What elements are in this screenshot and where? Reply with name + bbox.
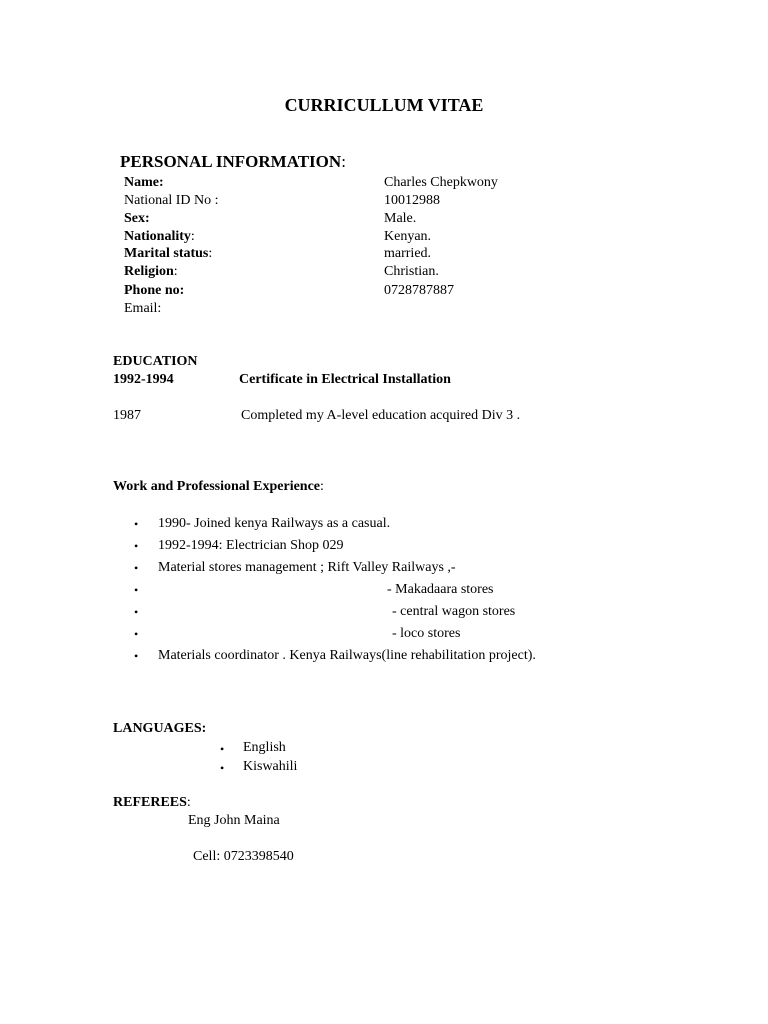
education-heading: EDUCATION bbox=[113, 354, 198, 369]
bullet-icon: • bbox=[134, 583, 139, 597]
nationality-label-text: Nationality bbox=[124, 229, 191, 244]
personal-info-heading bbox=[120, 153, 346, 172]
nationality-value: Kenyan. bbox=[384, 229, 432, 244]
name-label bbox=[124, 175, 164, 190]
referees-heading-text: REFEREES bbox=[113, 795, 187, 810]
phone-value: 0728787887 bbox=[384, 283, 454, 298]
referees-heading-suffix: : bbox=[186, 795, 191, 810]
religion-value: Christian. bbox=[384, 264, 439, 279]
bullet-icon: • bbox=[134, 539, 139, 553]
bullet-icon: • bbox=[220, 742, 225, 756]
nationality-label-suffix: : bbox=[190, 229, 195, 244]
nationality-label bbox=[124, 229, 195, 244]
bullet-icon: • bbox=[134, 627, 139, 641]
name-label-text: Name: bbox=[124, 175, 164, 190]
referees-heading bbox=[113, 795, 191, 810]
education-year-2: 1987 bbox=[113, 408, 141, 423]
language-item-english: English bbox=[243, 740, 286, 755]
languages-heading: LANGUAGES: bbox=[113, 721, 207, 736]
phone-label bbox=[124, 283, 184, 298]
religion-label bbox=[124, 264, 178, 279]
email-label: Email: bbox=[124, 301, 162, 316]
religion-label-text: Religion bbox=[124, 264, 174, 279]
phone-label-text: Phone no: bbox=[124, 283, 185, 298]
document-title: CURRICULLUM VITAE bbox=[284, 95, 484, 115]
work-heading bbox=[113, 479, 324, 494]
work-item-3: Material stores management ; Rift Valley Railways ,- bbox=[158, 560, 456, 575]
marital-status-label-text: Marital status bbox=[124, 246, 209, 261]
bullet-icon: • bbox=[134, 561, 139, 575]
referee-cell: Cell: 0723398540 bbox=[193, 849, 294, 864]
work-item-6: - loco stores bbox=[392, 626, 461, 641]
work-item-5: - central wagon stores bbox=[392, 604, 516, 619]
education-detail-1: Certificate in Electrical Installation bbox=[239, 372, 451, 387]
religion-label-suffix: : bbox=[173, 264, 178, 279]
work-item-2: 1992-1994: Electrician Shop 029 bbox=[158, 538, 344, 553]
language-item-kiswahili: Kiswahili bbox=[243, 759, 298, 774]
marital-status-label-suffix: : bbox=[208, 246, 213, 261]
marital-status-label bbox=[124, 246, 212, 261]
sex-value: Male. bbox=[384, 211, 417, 226]
bullet-icon: • bbox=[220, 761, 225, 775]
personal-info-heading-text: PERSONAL INFORMATION bbox=[120, 152, 342, 171]
sex-label bbox=[124, 211, 150, 226]
work-item-1: 1990- Joined kenya Railways as a casual. bbox=[158, 516, 391, 531]
education-year-1: 1992-1994 bbox=[113, 372, 174, 387]
national-id-value: 10012988 bbox=[384, 193, 440, 208]
personal-info-heading-suffix: : bbox=[341, 152, 346, 171]
bullet-icon: • bbox=[134, 605, 139, 619]
bullet-icon: • bbox=[134, 517, 139, 531]
sex-label-text: Sex: bbox=[124, 211, 150, 226]
national-id-label: National ID No : bbox=[124, 193, 219, 208]
bullet-icon: • bbox=[134, 649, 139, 663]
work-item-7: Materials coordinator . Kenya Railways(line rehabilitation project). bbox=[158, 648, 536, 663]
marital-status-value: married. bbox=[384, 246, 432, 261]
work-item-4: - Makadaara stores bbox=[387, 582, 494, 597]
work-heading-text: Work and Professional Experience bbox=[113, 479, 321, 494]
referee-name: Eng John Maina bbox=[188, 813, 280, 828]
work-heading-suffix: : bbox=[320, 479, 324, 494]
education-detail-2: Completed my A-level education acquired Div 3 . bbox=[241, 408, 521, 423]
name-value: Charles Chepkwony bbox=[384, 175, 498, 190]
